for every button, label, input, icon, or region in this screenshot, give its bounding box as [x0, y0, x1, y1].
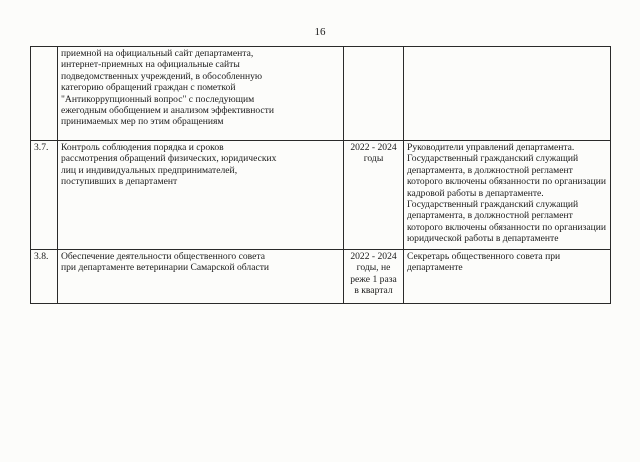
item-number	[31, 47, 58, 141]
page-number: 16	[314, 26, 326, 38]
measure-term: 2022 - 2024 годы, не реже 1 раза в квартал	[344, 250, 404, 304]
measure-text: приемной на официальный сайт департамента, интернет-приемных на официальные сайты подведомственных учреждений, в обособленную категорию обращений граждан с пометкой "Антикоррупционный вопрос" с последующим ежегодным обобщением и анализом эффективности принимаемых мер по этим обращениям	[58, 47, 344, 141]
measure-responsible	[404, 47, 611, 141]
measure-term: 2022 - 2024 годы	[344, 141, 404, 250]
item-number: 3.7.	[31, 141, 58, 250]
measure-responsible: Секретарь общественного совета при департаменте	[404, 250, 611, 304]
table-row	[31, 47, 611, 141]
table-row	[31, 141, 611, 250]
measure-text: Контроль соблюдения порядка и сроков рассмотрения обращений физических, юридических лиц и индивидуальных предпринимателей, поступивших в департамент	[58, 141, 344, 250]
measure-text: Обеспечение деятельности общественного совета при департаменте ветеринарии Самарской области	[58, 250, 344, 304]
item-number: 3.8.	[31, 250, 58, 304]
measure-term	[344, 47, 404, 141]
table-row	[31, 250, 611, 304]
measure-responsible: Руководители управлений департамента. Государственный гражданский служащий департамента, в должностной регламент которого включены обязанности по организации кадровой работы в департаменте. Государственный гражданский служащий департамента, в должностной регламент которого включены обязанности по организации юридической работы в департаменте	[404, 141, 611, 250]
measures-table	[30, 46, 611, 304]
